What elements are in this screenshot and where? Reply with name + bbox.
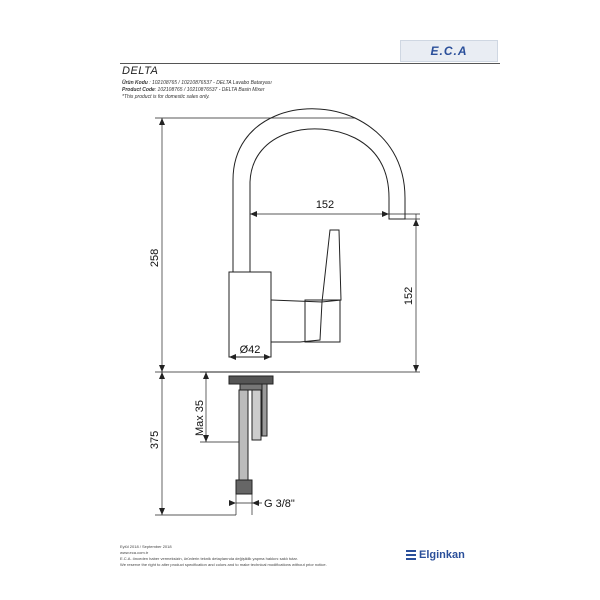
dim-152-horizontal: 152 xyxy=(315,199,335,211)
elginkan-mark-icon xyxy=(406,550,416,560)
spout-outer xyxy=(233,109,405,272)
footer-website: www.eca.com.tr xyxy=(120,550,149,555)
dim-258: 258 xyxy=(149,248,161,268)
product-title: DELTA xyxy=(122,65,159,77)
eca-logo-text: E.C.A xyxy=(430,44,468,58)
footer-date: Eylül 2018 / September 2018 xyxy=(120,544,172,549)
footer-note-tr: E.C.A. önceden haber vermeksizin, ürünlerin teknik detaylarında değişiklik yapma hakkını saklı tutar. xyxy=(120,556,298,561)
dim-diameter: Ø42 xyxy=(239,344,261,356)
info-label-en: Product Code xyxy=(122,87,155,93)
handle-base xyxy=(271,300,322,342)
elginkan-logo xyxy=(406,549,465,561)
hose-nut xyxy=(236,480,252,494)
info-value-tr: : 102108765 / 10210876537 - DELTA Lavabo Bataryası xyxy=(149,80,272,86)
info-label-tr: Ürün Kodu xyxy=(122,80,148,86)
dim-152-vertical: 152 xyxy=(403,286,415,306)
dim-connection: G 3/8" xyxy=(264,498,295,510)
hose-left xyxy=(239,390,248,480)
info-value-en: : 102108765 / 10210876537 - DELTA Basin Mixer xyxy=(154,87,265,93)
dim-375: 375 xyxy=(149,430,161,450)
cartridge-housing xyxy=(305,300,340,342)
mount-plate xyxy=(240,384,262,390)
footer-note-en: We reserve the right to alter product specification and colors and to make technical modifications without prior notice. xyxy=(120,562,327,567)
threaded-rod xyxy=(262,384,267,436)
dim-max35: Max 35 xyxy=(194,399,206,437)
mount-nut xyxy=(229,376,273,384)
lever-handle xyxy=(322,230,341,302)
info-line-3: *This product is for domestic sales only. xyxy=(122,94,210,100)
hose-right xyxy=(252,390,261,440)
footer-notes xyxy=(120,544,327,568)
elginkan-name: Elginkan xyxy=(419,549,465,561)
